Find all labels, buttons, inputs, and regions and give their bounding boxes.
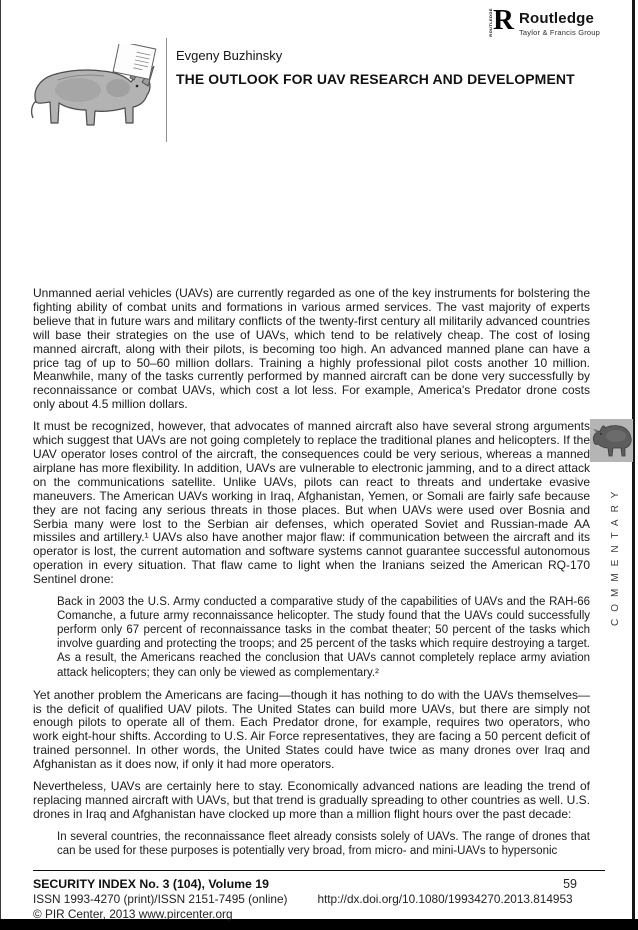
issn-text: ISSN 1993-4270 (print)/ISSN 2151-7495 (online) (33, 892, 288, 906)
publisher-name: Routledge (518, 10, 595, 27)
routledge-r-icon: R (493, 4, 514, 36)
scan-edge-right (632, 0, 635, 930)
author-name: Evgeny Buzhinsky (176, 48, 283, 63)
copyright-text: © PIR Center, 2013 www.pircenter.org (33, 907, 233, 921)
footer-rule (33, 870, 605, 871)
rhino-illustration (22, 44, 164, 142)
routledge-vertical-text: ROUTLEDGE (488, 8, 493, 37)
publisher-tagline: Taylor & Francis Group (518, 28, 601, 37)
page-footer (33, 870, 605, 921)
blockquote-1: Back in 2003 the U.S. Army conducted a comparative study of the capabilities of UAVs and the RAH-66 Comanche, a future army reconnaissance helicopter. The study found that the UAVs could successfully perform only 67 percent of reconnaissance tasks in the combat theater; 50 percent of the tasks which involve guarding and protecting the troops; and 25 percent of the tasks which require destroying a target. As a result, the Americans reached the conclusion that UAVs cannot completely replace army aviation attack helicopters; they can only be viewed as complementary.² (57, 596, 590, 679)
routledge-logo-mark (488, 4, 514, 37)
paragraph-1: Unmanned aerial vehicles (UAVs) are currently regarded as one of the key instruments for bolstering the fighting ability of combat units and formations in various armed services. The vast majority of experts believe that in future wars and military conflicts of the twenty-first century all militarily advanced countries will base their strategies on the use of UAVs, which tend to be relatively cheap. The cost of losing manned aircraft, along with their pilots, is becoming too high. An advanced manned plane can have a price tag of up to 50–60 million dollars. Training a highly professional pilot costs another 10 million. Meanwhile, many of the tasks currently performed by manned aircraft can be done very successfully by reconnaissance or combat UAVs, which cost a lot less. For example, America's Predator drone costs only about 4.5 million dollars. (33, 286, 590, 412)
rhino-thumbnail (590, 419, 633, 462)
article-title: THE OUTLOOK FOR UAV RESEARCH AND DEVELOPMENT (176, 71, 575, 87)
article-body (33, 287, 590, 867)
doi-link[interactable]: http://dx.doi.org/10.1080/19934270.2013.814953 (317, 892, 573, 906)
blockquote-2: In several countries, the reconnaissance fleet already consists solely of UAVs. The range of drones that can be used for these purposes is potentially very broad, from micro- and mini-UAVs to hypersonic (57, 830, 590, 857)
scan-edge-left (0, 0, 1, 930)
routledge-logo (488, 4, 601, 37)
journal-title: SECURITY INDEX No. 3 (104), Volume 19 (33, 877, 269, 891)
paragraph-3: Yet another problem the Americans are facing—though it has nothing to do with the UAVs themselves—is the deficit of qualified UAV pilots. The United States can build more UAVs, but there are simply not enough pilots to operate all of them. Each Predator drone, for example, requires two operators, who work eight-hour shifts. According to U.S. Air Force representatives, they are facing a 50 percent deficit of trained personnel. In other words, the United States could have twice as many drones over Iraq and Afghanistan as it does now, if only it had more operators. (33, 687, 590, 772)
rhino-thumbnail-image (590, 419, 633, 462)
commentary-section-label: COMMENTARY (610, 484, 621, 626)
paragraph-2: It must be recognized, however, that advocates of manned aircraft also have several strong arguments which suggest that UAVs are not going completely to replace the traditional planes and helicopters. If the UAV operator loses control of the aircraft, the consequences could be very serious, whereas a manned airplane has more flexibility. In addition, UAVs are vulnerable to electronic jamming, and to a direct attack on the communications satellite. Unlike UAVs, pilots can react to threats and undertake evasive maneuvers. The American UAVs working in Iraq, Afghanistan, Yemen, or Somali are fairly safe because they are not facing any serious threats in those places. But when UAVs were used over Bosnia and Serbia many were lost to the Serbian air defenses, which operated Soviet and Russian-made AA missiles and artillery.¹ UAVs also have another major flaw: if communication between the aircraft and its operator is lost, the current automation and software systems cannot guarantee successful autonomous operation in every situation. That flaw came to light when the Iranians seized the American RQ-170 Sentinel drone: (33, 419, 590, 587)
routledge-logo-text (519, 8, 600, 37)
header-divider (166, 38, 167, 142)
paragraph-4: Nevertheless, UAVs are certainly here to stay. Economically advanced nations are leading the trend of replacing manned aircraft with UAVs, but that trend is gradually spreading to other countries as well. U.S. drones in Iraq and Afghanistan have clocked up more than a million flight hours over the past decade: (33, 779, 590, 821)
page-number: 59 (563, 877, 577, 891)
